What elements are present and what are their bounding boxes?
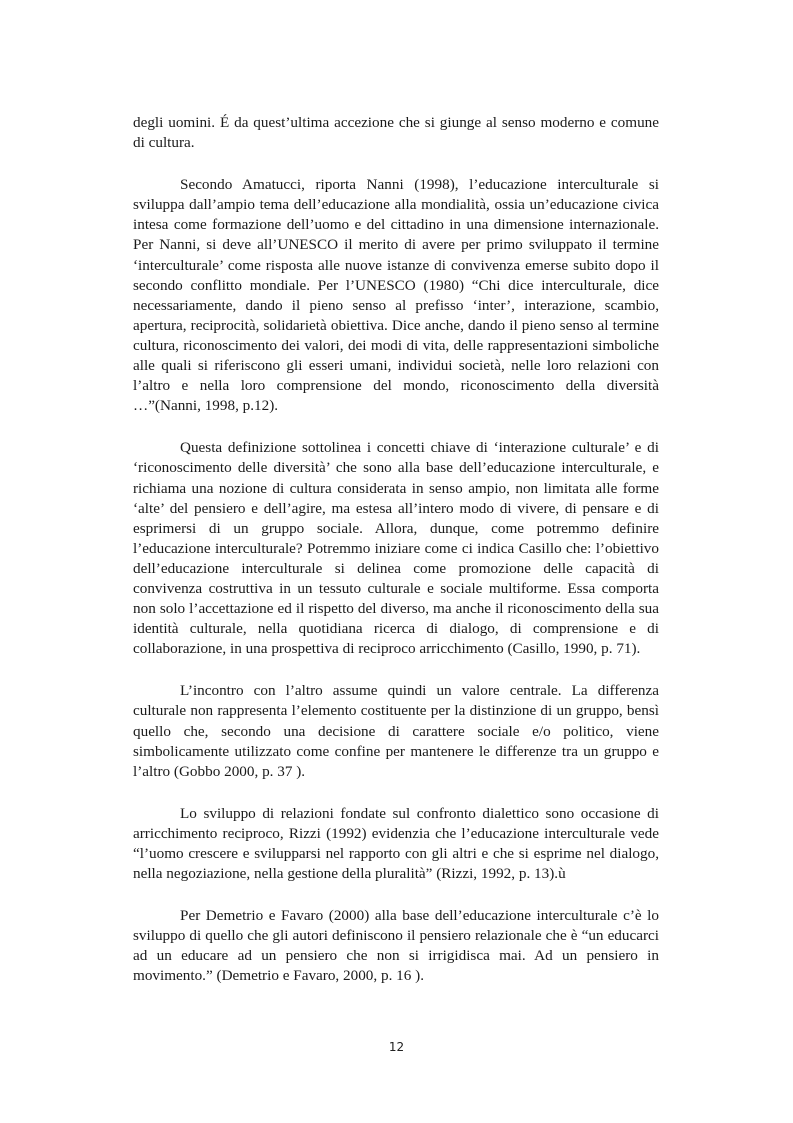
page-number: 12 <box>388 1040 405 1054</box>
paragraph-definizione: Questa definizione sottolinea i concetti chiave di ‘interazione culturale’ e di ‘riconoscimento delle diversità’ che sono alla base dell’educazione interculturale, e richiama una nozione di cultura considerata in senso ampio, non limitata alle forme ‘alte’ del pensiero e dell’agire, ma estesa all’intero modo di vivere, di pensare e di esprimersi di un gruppo sociale. Allora, dunque, come potremmo definire l’educazione interculturale? Potremmo iniziare come ci indica Casillo che: l’obiettivo dell’educazione interculturale si delinea come promozione delle capacità di convivenza costruttiva in un tessuto culturale e sociale multiforme. Essa comporta non solo l’accettazione ed il rispetto del diverso, ma anche il riconoscimento della sua identità culturale, nella quotidiana ricerca di dialogo, di comprensione e di collaborazione, in una prospettiva di reciproco arricchimento (Casillo, 1990, p. 71). <box>133 439 659 658</box>
paragraph-rizzi: Lo sviluppo di relazioni fondate sul confronto dialettico sono occasione di arricchimento reciproco, Rizzi (1992) evidenzia che l’educazione interculturale vede “l’uomo crescere e svilupparsi nel rapporto con gli altri e che si esprime nel dialogo, nella negoziazione, nella gestione della pluralità” (Rizzi, 1992, p. 13).ù <box>133 804 659 883</box>
paragraph-incontro: L’incontro con l’altro assume quindi un valore centrale. La differenza culturale non rappresenta l’elemento costituente per la distinzione di un gruppo, bensì quello che, secondo una decisione di carattere sociale e/o politico, viene simbolicamente utilizzato come confine per mantenere le differenze tra un gruppo e l’altro (Gobbo 2000, p. 37 ). <box>133 682 659 780</box>
paragraph-demetrio-favaro: Per Demetrio e Favaro (2000) alla base dell’educazione interculturale c’è lo sviluppo di quello che gli autori definiscono il pensiero relazionale che è “un educarci ad un educare ad un pensiero che non si irrigidisca mai. Ad un pensiero in movimento.” (Demetrio e Favaro, 2000, p. 16 ). <box>133 907 659 985</box>
body-text <box>133 113 659 1009</box>
paragraph-amatucci-nanni: Secondo Amatucci, riporta Nanni (1998), l’educazione interculturale si sviluppa dall’ampio tema dell’educazione alla mondialità, ossia un’educazione civica intesa come formazione dell’uomo e del cittadino in una dimensione internazionale. Per Nanni, si deve all’UNESCO il merito di avere per primo sviluppato il termine ‘interculturale’ come risposta alle nuove istanze di convivenza emerse subito dopo il secondo conflitto mondiale. Per l’UNESCO (1980) “Chi dice interculturale, dice necessariamente, dando il pieno senso al prefisso ‘inter’, interazione, scambio, apertura, reciprocità, solidarietà obiettiva. Dice anche, dando il pieno senso al termine cultura, riconoscimento dei valori, dei modi di vita, delle rappresentazioni simboliche alle quali si riferiscono gli esseri umani, individui società, nelle loro relazioni con l’altro e nella loro comprensione del mondo, riconoscimento della diversità …”(Nanni, 1998, p.12). <box>133 176 659 415</box>
paragraph-continuation: degli uomini. É da quest’ultima accezione che si giunge al senso moderno e comune di cultura. <box>133 114 659 152</box>
